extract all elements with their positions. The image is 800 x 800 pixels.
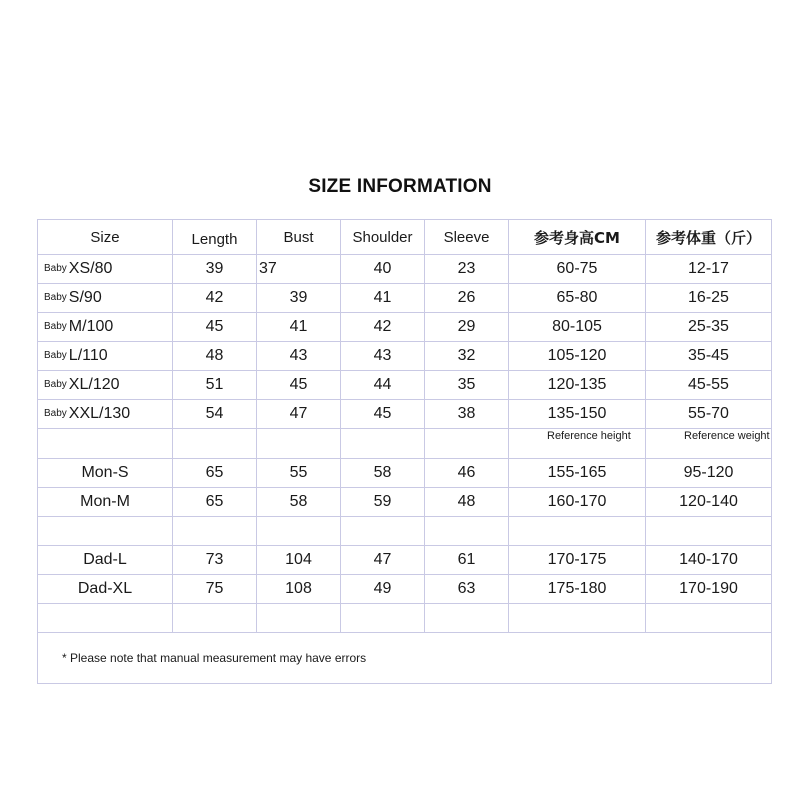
weight-cell: 95-120 [646, 459, 772, 488]
sleeve-cell: 35 [425, 371, 509, 400]
size-prefix: Baby [44, 379, 67, 390]
size-label: M/100 [68, 318, 114, 335]
empty-cell [173, 517, 257, 546]
length-cell: 48 [173, 342, 257, 371]
table-row [38, 313, 772, 342]
measurement-note: * Please note that manual measurement may have errors [38, 633, 772, 684]
size-cell [38, 313, 173, 342]
size-cell [38, 546, 173, 575]
empty-cell [173, 604, 257, 633]
empty-cell [38, 429, 173, 459]
size-cell [38, 459, 173, 488]
empty-cell [257, 429, 341, 459]
empty-cell [341, 604, 425, 633]
height-cell: 80-105 [509, 313, 646, 342]
shoulder-cell: 58 [341, 459, 425, 488]
empty-cell [509, 517, 646, 546]
table-row [38, 488, 772, 517]
bust-cell: 43 [257, 342, 341, 371]
table-row [38, 255, 772, 284]
bust-cell: 55 [257, 459, 341, 488]
empty-cell [646, 604, 772, 633]
bust-cell: 108 [257, 575, 341, 604]
empty-cell [425, 517, 509, 546]
table-row [38, 371, 772, 400]
size-label: S/90 [68, 289, 102, 306]
bust-cell: 41 [257, 313, 341, 342]
empty-cell [646, 517, 772, 546]
height-cell: 155-165 [509, 459, 646, 488]
length-cell: 51 [173, 371, 257, 400]
reference-weight-label: Reference weight [646, 429, 772, 459]
sleeve-cell: 32 [425, 342, 509, 371]
table-row [38, 575, 772, 604]
page-title: SIZE INFORMATION [308, 176, 492, 197]
header-bust: Bust [257, 220, 341, 255]
shoulder-cell: 41 [341, 284, 425, 313]
size-table [37, 219, 772, 684]
note-row [38, 633, 772, 684]
sleeve-cell: 38 [425, 400, 509, 429]
table-row [38, 459, 772, 488]
shoulder-cell: 59 [341, 488, 425, 517]
header-length: Length [173, 220, 257, 255]
weight-cell: 170-190 [646, 575, 772, 604]
height-cell: 60-75 [509, 255, 646, 284]
sleeve-cell: 26 [425, 284, 509, 313]
height-cell: 135-150 [509, 400, 646, 429]
empty-cell [509, 604, 646, 633]
size-prefix: Baby [44, 408, 67, 419]
weight-cell: 140-170 [646, 546, 772, 575]
size-label: Mon-M [80, 493, 130, 510]
table-row [38, 546, 772, 575]
shoulder-cell: 49 [341, 575, 425, 604]
weight-cell: 16-25 [646, 284, 772, 313]
bust-cell: 45 [257, 371, 341, 400]
size-label: L/110 [68, 347, 108, 364]
length-cell: 75 [173, 575, 257, 604]
spacer-row [38, 429, 772, 459]
bust-cell: 104 [257, 546, 341, 575]
empty-cell [425, 429, 509, 459]
size-prefix: Baby [44, 350, 67, 361]
header-sleeve: Sleeve [425, 220, 509, 255]
size-cell [38, 371, 173, 400]
shoulder-cell: 43 [341, 342, 425, 371]
shoulder-cell: 40 [341, 255, 425, 284]
size-prefix: Baby [44, 321, 67, 332]
size-prefix: Baby [44, 292, 67, 303]
size-label: XS/80 [68, 260, 113, 277]
length-cell: 65 [173, 459, 257, 488]
shoulder-cell: 44 [341, 371, 425, 400]
height-cell: 175-180 [509, 575, 646, 604]
weight-cell: 45-55 [646, 371, 772, 400]
size-cell [38, 400, 173, 429]
size-label: XL/120 [68, 376, 120, 393]
height-cell: 65-80 [509, 284, 646, 313]
table-row [38, 400, 772, 429]
empty-cell [425, 604, 509, 633]
sleeve-cell: 29 [425, 313, 509, 342]
length-cell: 42 [173, 284, 257, 313]
size-cell [38, 284, 173, 313]
height-cell: 105-120 [509, 342, 646, 371]
sleeve-cell: 23 [425, 255, 509, 284]
reference-height-label: Reference height [509, 429, 646, 459]
bust-cell: 58 [257, 488, 341, 517]
bust-cell: 39 [257, 284, 341, 313]
sleeve-cell: 46 [425, 459, 509, 488]
table-row [38, 342, 772, 371]
size-cell [38, 255, 173, 284]
empty-cell [257, 517, 341, 546]
weight-cell: 120-140 [646, 488, 772, 517]
empty-cell [341, 429, 425, 459]
weight-cell: 12-17 [646, 255, 772, 284]
empty-cell [257, 604, 341, 633]
shoulder-cell: 45 [341, 400, 425, 429]
weight-cell: 35-45 [646, 342, 772, 371]
size-cell [38, 342, 173, 371]
spacer-row [38, 517, 772, 546]
height-cell: 160-170 [509, 488, 646, 517]
empty-cell [38, 604, 173, 633]
sleeve-cell: 48 [425, 488, 509, 517]
header-reference-height: 参考身高CM [509, 220, 646, 255]
empty-cell [341, 517, 425, 546]
header-reference-weight: 参考体重（斤） [646, 220, 772, 255]
height-cell: 120-135 [509, 371, 646, 400]
table-row [38, 284, 772, 313]
sleeve-cell: 61 [425, 546, 509, 575]
weight-cell: 55-70 [646, 400, 772, 429]
empty-cell [173, 429, 257, 459]
size-label: XXL/130 [68, 405, 131, 422]
height-cell: 170-175 [509, 546, 646, 575]
size-label: Dad-L [83, 551, 127, 568]
length-cell: 45 [173, 313, 257, 342]
size-cell [38, 575, 173, 604]
empty-cell [38, 517, 173, 546]
bust-cell: 47 [257, 400, 341, 429]
size-cell [38, 488, 173, 517]
size-label: Dad-XL [77, 580, 133, 597]
length-cell: 39 [173, 255, 257, 284]
bust-cell: 37 [257, 255, 341, 284]
sleeve-cell: 63 [425, 575, 509, 604]
length-cell: 54 [173, 400, 257, 429]
header-shoulder: Shoulder [341, 220, 425, 255]
shoulder-cell: 42 [341, 313, 425, 342]
size-prefix: Baby [44, 263, 67, 274]
spacer-row [38, 604, 772, 633]
header-size: Size [38, 220, 173, 255]
length-cell: 65 [173, 488, 257, 517]
length-cell: 73 [173, 546, 257, 575]
size-label: Mon-S [81, 464, 129, 481]
header-row [38, 220, 772, 255]
weight-cell: 25-35 [646, 313, 772, 342]
shoulder-cell: 47 [341, 546, 425, 575]
